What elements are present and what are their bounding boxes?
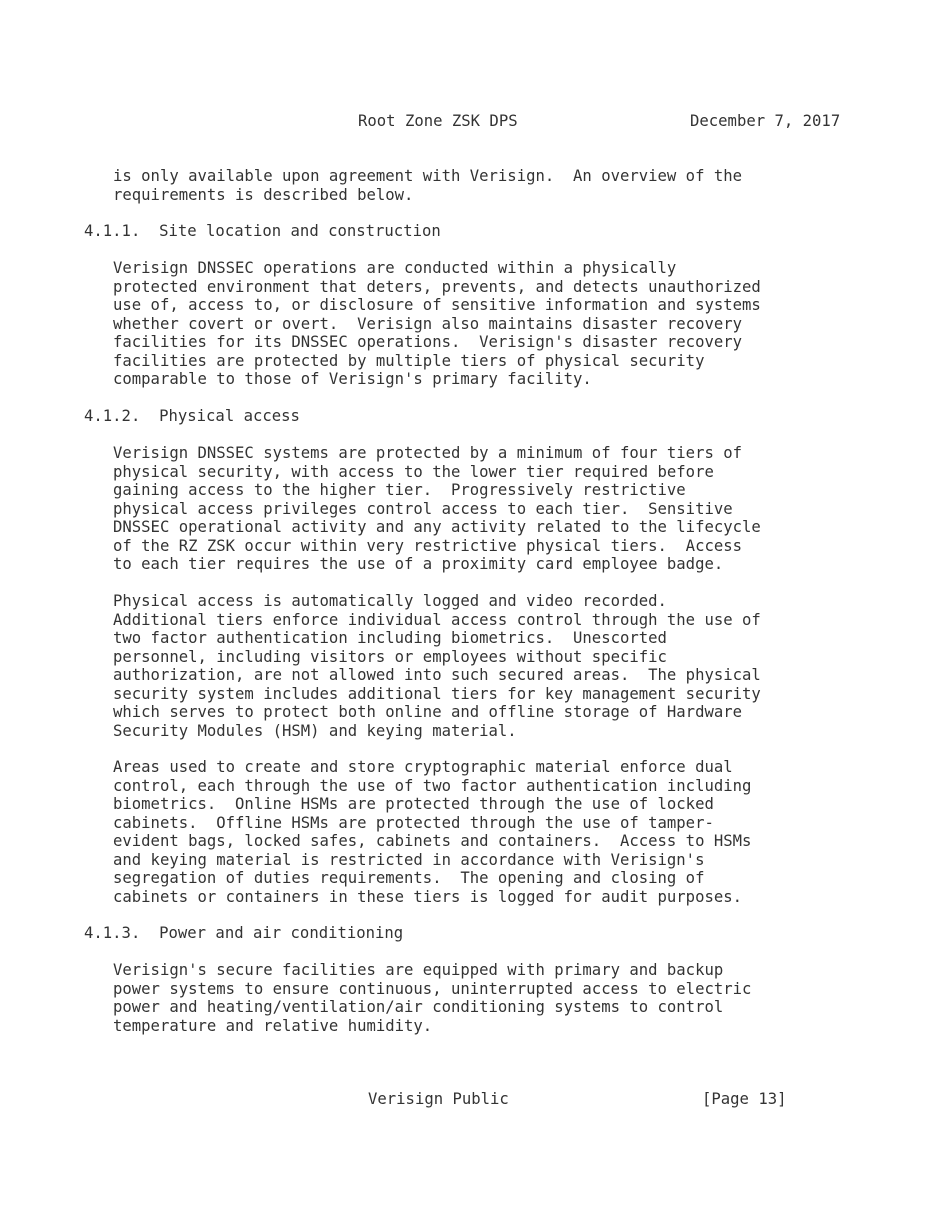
section-heading-4-1-3: 4.1.3. Power and air conditioning	[84, 924, 404, 942]
section-4-1-2-paragraph-3: Areas used to create and store cryptographic material enforce dual control, each through the use of two factor authentication including biometrics. Online HSMs are protected through the use of locked cabinets. Offline HSMs are protected through the use of tamper- evident bags, locked safes, cabinets and containers. Access to HSMs and keying material is restricted in accordance with Verisign's segregation of duties requirements. The opening and closing of cabinets or containers in these tiers is logged for audit purposes.	[113, 758, 752, 906]
section-heading-4-1-1: 4.1.1. Site location and construction	[84, 222, 441, 240]
section-4-1-1-paragraph-1: Verisign DNSSEC operations are conducted within a physically protected environment that deters, prevents, and detects unauthorized use of, access to, or disclosure of sensitive information and systems whether covert or overt. Verisign also maintains disaster recovery facilities for its DNSSEC operations. Verisign's disaster recovery facilities are protected by multiple tiers of physical security comparable to those of Verisign's primary facility.	[113, 259, 761, 388]
footer-page-number: [Page 13]	[702, 1090, 787, 1108]
section-heading-4-1-2: 4.1.2. Physical access	[84, 407, 300, 425]
section-4-1-2-paragraph-2: Physical access is automatically logged and video recorded. Additional tiers enforce individual access control through the use of two factor authentication including biometrics. Unescorted personnel, including visitors or employees without specific authorization, are not allowed into such secured areas. The physical security system includes additional tiers for key management security which serves to protect both online and offline storage of Hardware Security Modules (HSM) and keying material.	[113, 592, 761, 740]
section-4-1-3-paragraph-1: Verisign's secure facilities are equipped with primary and backup power systems to ensure continuous, uninterrupted access to electric power and heating/ventilation/air conditioning systems to control temperature and relative humidity.	[113, 961, 752, 1035]
footer-label: Verisign Public	[368, 1090, 509, 1108]
header-title: Root Zone ZSK DPS	[358, 112, 518, 130]
intro-paragraph: is only available upon agreement with Verisign. An overview of the requirements is described below.	[113, 167, 743, 204]
header-date: December 7, 2017	[690, 112, 841, 130]
section-4-1-2-paragraph-1: Verisign DNSSEC systems are protected by a minimum of four tiers of physical security, with access to the lower tier required before gaining access to the higher tier. Progressively restrictive physical access privileges control access to each tier. Sensitive DNSSEC operational activity and any activity related to the lifecycle of the RZ ZSK occur within very restrictive physical tiers. Access to each tier requires the use of a proximity card employee badge.	[113, 444, 761, 573]
